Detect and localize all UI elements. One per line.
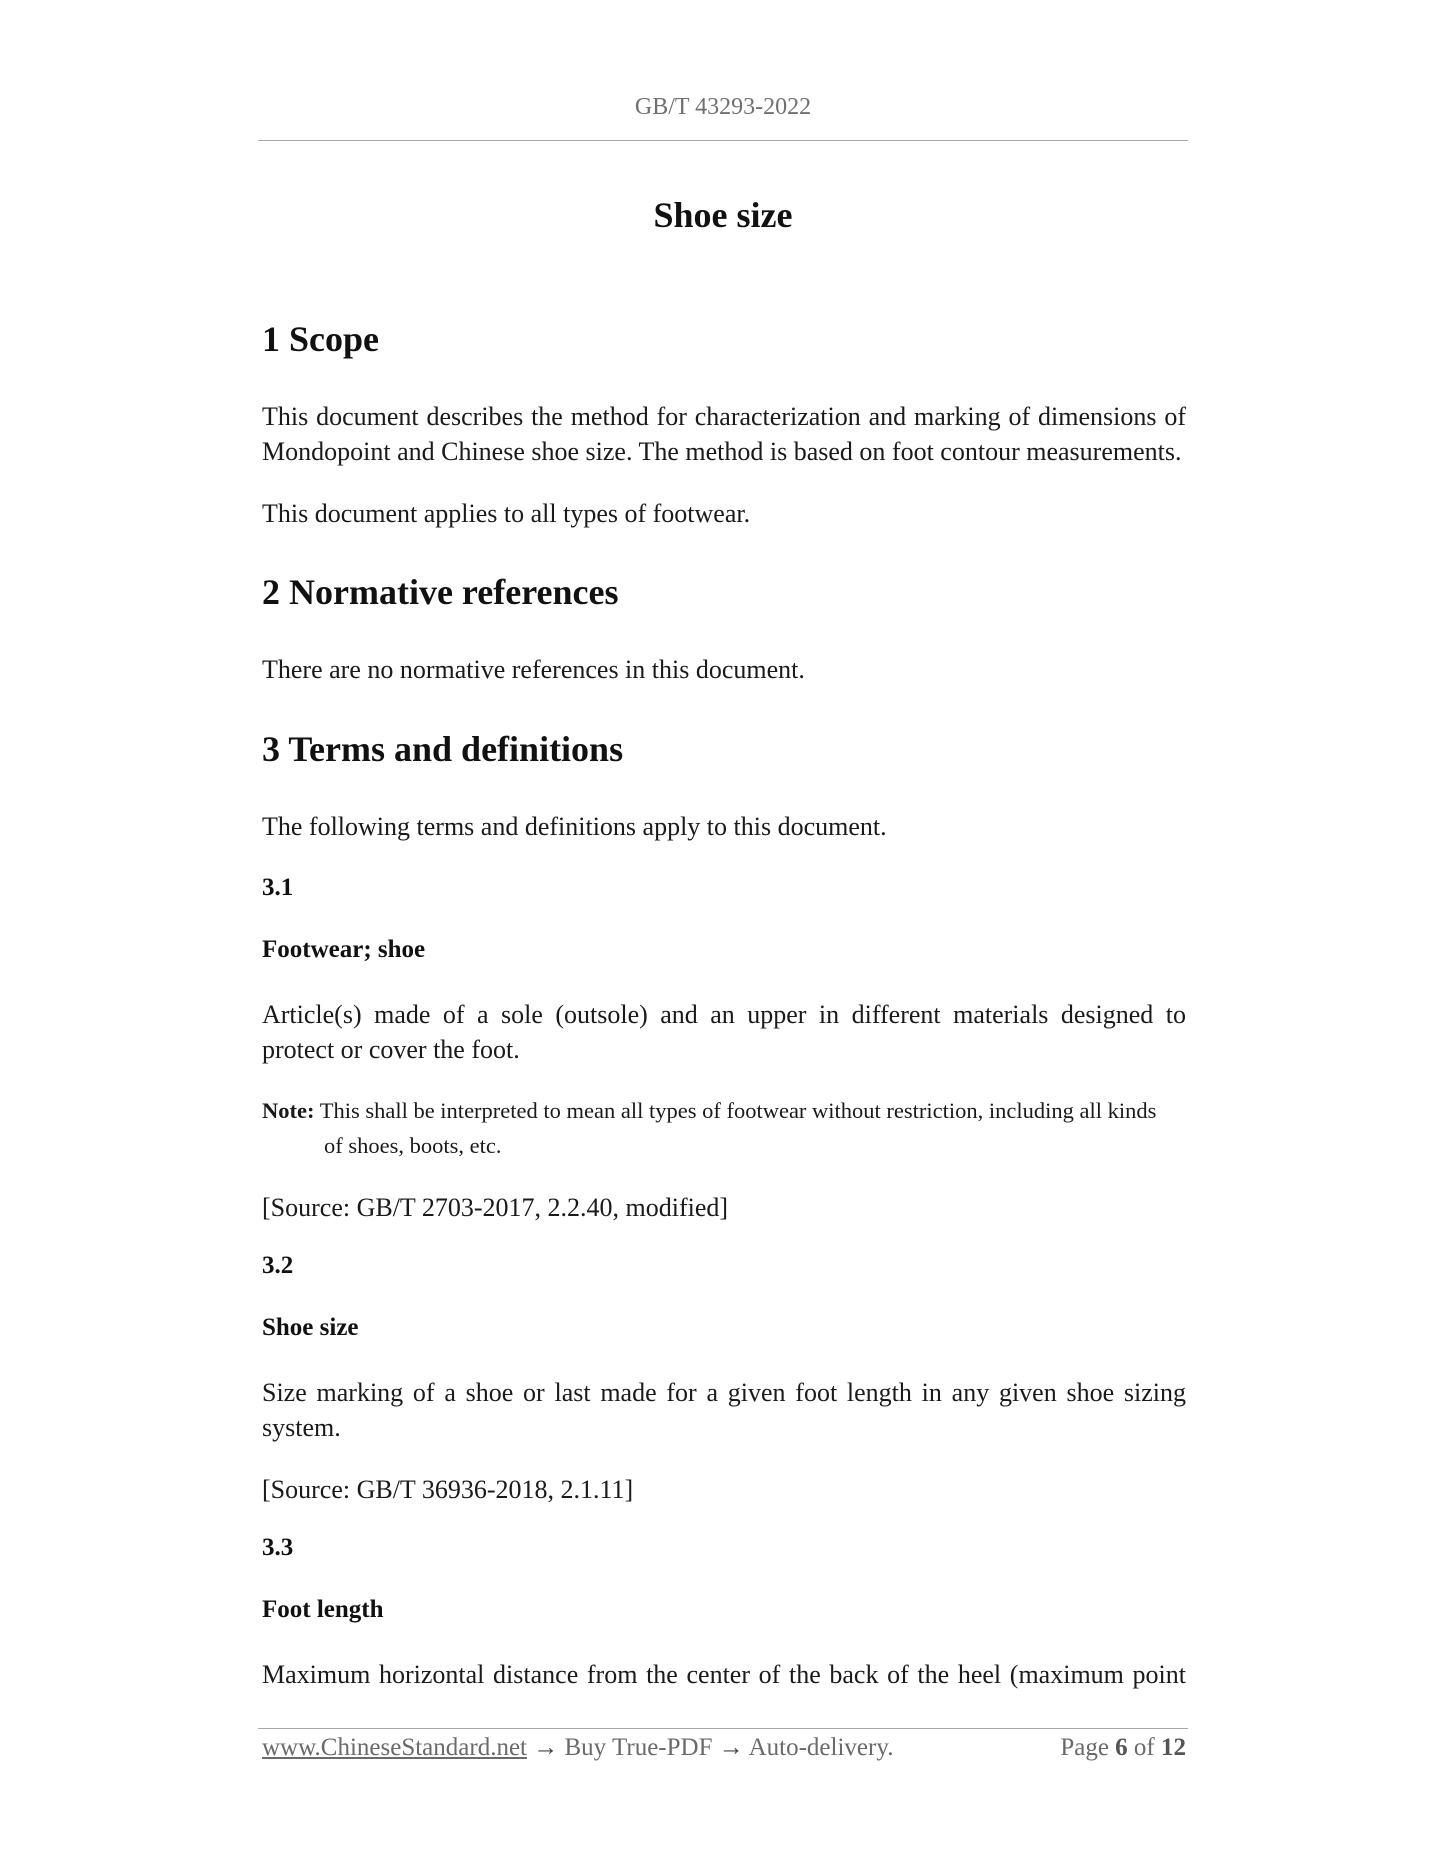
header-divider [258, 140, 1188, 141]
arrow-right-icon: → [718, 1734, 744, 1761]
normative-references-paragraph: There are no normative references in this document. [262, 655, 805, 684]
section-heading-normative-references: 2 Normative references [262, 572, 619, 612]
term-definition-shoe-size-line-2: system. [262, 1413, 341, 1442]
scope-paragraph-line-2: Mondopoint and Chinese shoe size. The method is based on foot contour measurements. [262, 437, 1182, 466]
scope-applicability-paragraph: This document applies to all types of footwear. [262, 499, 751, 528]
term-source-footwear: [Source: GB/T 2703-2017, 2.2.40, modified] [262, 1193, 729, 1222]
document-code-header: GB/T 43293-2022 [634, 94, 812, 120]
term-number-3-3: 3.3 [262, 1534, 294, 1561]
current-page-number: 6 [1115, 1734, 1128, 1761]
page-number-indicator [1060, 1734, 1186, 1762]
term-source-shoe-size: [Source: GB/T 36936-2018, 2.1.11] [262, 1475, 634, 1504]
section-heading-terms-definitions: 3 Terms and definitions [262, 729, 624, 769]
scope-paragraph-line-1: This document describes the method for characterization and marking of dimensions of [262, 402, 1186, 431]
auto-delivery-text: Auto-delivery. [748, 1734, 894, 1761]
note-text-line-2: of shoes, boots, etc. [324, 1133, 502, 1158]
term-definition-foot-length-line-1: Maximum horizontal distance from the center of the back of the heel (maximum point [262, 1660, 1186, 1689]
site-link[interactable]: www.ChineseStandard.net [262, 1734, 527, 1761]
term-name-foot-length: Foot length [262, 1596, 384, 1623]
term-definition-footwear-line-1: Article(s) made of a sole (outsole) and an upper in different materials designed to [262, 1000, 1186, 1029]
footer-divider [258, 1728, 1188, 1729]
note-label: Note: [262, 1098, 315, 1123]
term-definition-shoe-size-line-1: Size marking of a shoe or last made for a given foot length in any given shoe sizing [262, 1378, 1186, 1407]
buy-true-pdf-text: Buy True-PDF [564, 1734, 713, 1761]
term-name-footwear: Footwear; shoe [262, 936, 426, 963]
terms-intro-paragraph: The following terms and definitions apply to this document. [262, 812, 887, 841]
note-text-line-1: This shall be interpreted to mean all types of footwear without restriction, including all kinds [319, 1098, 1157, 1123]
term-number-3-2: 3.2 [262, 1252, 294, 1279]
section-heading-scope: 1 Scope [262, 319, 379, 359]
page-footer [262, 1734, 1186, 1762]
document-title: Shoe size [653, 195, 793, 235]
of-word: of [1133, 1734, 1155, 1761]
page-word: Page [1060, 1734, 1109, 1761]
arrow-right-icon: → [533, 1734, 559, 1761]
term-number-3-1: 3.1 [262, 874, 294, 901]
term-name-shoe-size: Shoe size [262, 1314, 359, 1341]
total-page-count: 12 [1161, 1734, 1186, 1761]
term-note-footwear [262, 1093, 1186, 1163]
term-definition-footwear-line-2: protect or cover the foot. [262, 1035, 520, 1064]
